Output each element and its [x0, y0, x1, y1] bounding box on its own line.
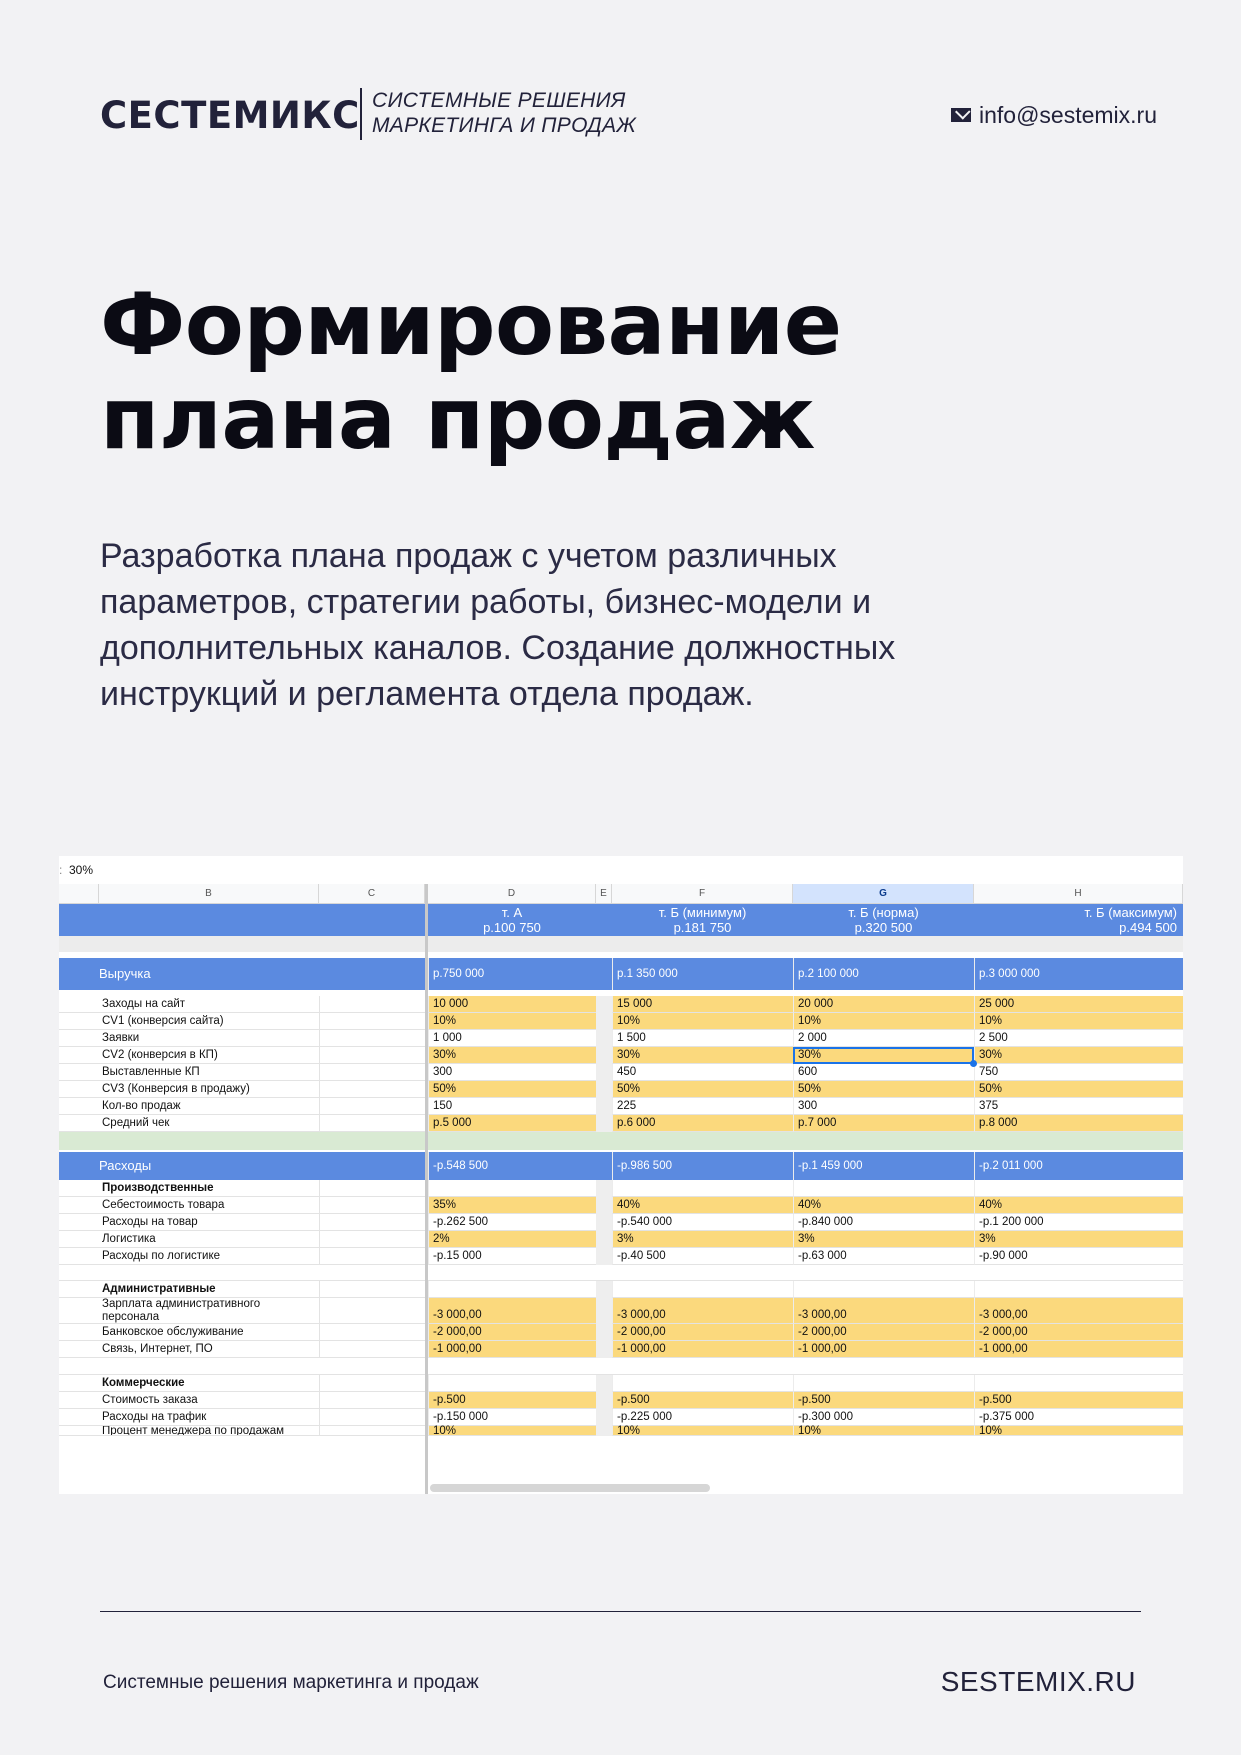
- row-value[interactable]: [612, 1180, 793, 1197]
- row-gap-e: [596, 1081, 612, 1098]
- row-label: CV3 (Конверсия в продажу): [99, 1081, 319, 1098]
- col-header-e[interactable]: E: [596, 884, 612, 904]
- row-gutter: [59, 1214, 99, 1231]
- row-c-cell: [319, 1298, 425, 1324]
- row-gap-e: [596, 1152, 612, 1180]
- row-value[interactable]: р.2 100 000: [793, 958, 974, 990]
- green-separator: [59, 1132, 1183, 1150]
- row-value[interactable]: 2%: [428, 1231, 596, 1248]
- row-gutter: [59, 1281, 99, 1298]
- row-value[interactable]: 375: [974, 1098, 1183, 1115]
- row-c-cell: [319, 1426, 425, 1436]
- row-value[interactable]: 25 000: [974, 996, 1183, 1013]
- row-value[interactable]: -3 000,00: [612, 1298, 793, 1324]
- row-label: Коммерческие: [99, 1375, 319, 1392]
- row-label: CV1 (конверсия сайта): [99, 1013, 319, 1030]
- row-value[interactable]: 40%: [793, 1197, 974, 1214]
- row-value[interactable]: 10%: [974, 1426, 1183, 1436]
- frozen-divider: [425, 884, 428, 1494]
- row-label: Расходы на товар: [99, 1214, 319, 1231]
- envelope-icon: [951, 108, 971, 122]
- scenario-sum: р.100 750: [483, 920, 541, 935]
- row-value[interactable]: -р.1 200 000: [974, 1214, 1183, 1231]
- row-label: Расходы по логистике: [99, 1248, 319, 1265]
- row-value[interactable]: -2 000,00: [612, 1324, 793, 1341]
- formula-marker: :: [59, 863, 63, 877]
- row-value[interactable]: 30%: [612, 1047, 793, 1064]
- horizontal-scrollbar[interactable]: [430, 1484, 710, 1492]
- row-label: Заходы на сайт: [99, 996, 319, 1013]
- col-header-b[interactable]: B: [99, 884, 319, 904]
- row-value[interactable]: [428, 1375, 596, 1392]
- row-value[interactable]: 2 500: [974, 1030, 1183, 1047]
- formula-value: 30%: [69, 863, 94, 877]
- col-header-g[interactable]: G: [793, 884, 974, 904]
- row-gap-e: [596, 1298, 612, 1324]
- spreadsheet-screenshot: [59, 856, 1183, 1494]
- row-value[interactable]: 10%: [612, 1013, 793, 1030]
- tagline-line1: СИСТЕМНЫЕ РЕШЕНИЯ: [372, 89, 626, 112]
- row-value[interactable]: -3 000,00: [428, 1298, 596, 1324]
- row-value[interactable]: [793, 1281, 974, 1298]
- footer-tagline: Системные решения маркетинга и продаж: [103, 1672, 479, 1693]
- row-label: Административные: [99, 1281, 319, 1298]
- row-gap-e: [596, 1214, 612, 1231]
- row-gap-e: [596, 1115, 612, 1132]
- row-value[interactable]: -1 000,00: [428, 1341, 596, 1358]
- contact-email[interactable]: [951, 102, 1157, 129]
- row-c-cell: [319, 1392, 425, 1409]
- row-c-cell: [319, 1180, 425, 1197]
- row-label: Зарплата административного персонала: [99, 1298, 319, 1324]
- brand-tagline: [372, 88, 636, 138]
- scenario-sum: р.494 500: [1119, 920, 1177, 935]
- row-label: Стоимость заказа: [99, 1392, 319, 1409]
- row-gap-e: [596, 1392, 612, 1409]
- row-gap-e: [596, 1341, 612, 1358]
- row-value[interactable]: р.8 000: [974, 1115, 1183, 1132]
- row-value[interactable]: 30%: [793, 1047, 974, 1064]
- row-value[interactable]: 150: [428, 1098, 596, 1115]
- row-label: Выставленные КП: [99, 1064, 319, 1081]
- row-value[interactable]: -р.40 500: [612, 1248, 793, 1265]
- row-value[interactable]: р.3 000 000: [974, 958, 1183, 990]
- brand-divider: [360, 88, 362, 140]
- row-c-cell: [319, 1324, 425, 1341]
- row-gap-e: [596, 1064, 612, 1081]
- row-label: Расходы на трафик: [99, 1409, 319, 1426]
- row-value[interactable]: -р.500: [612, 1392, 793, 1409]
- row-label: Логистика: [99, 1231, 319, 1248]
- scenario-name: т. Б (максимум): [1084, 905, 1177, 920]
- row-c-cell: [319, 1030, 425, 1047]
- row-value[interactable]: 10%: [428, 1013, 596, 1030]
- formula-bar: [59, 856, 1183, 884]
- row-value[interactable]: 10%: [612, 1426, 793, 1436]
- row-value[interactable]: 750: [974, 1064, 1183, 1081]
- footer-site[interactable]: SESTEMIX.RU: [940, 1666, 1136, 1697]
- row-gutter: [59, 996, 99, 1013]
- row-c-cell: [319, 1248, 425, 1265]
- row-value[interactable]: -р.840 000: [793, 1214, 974, 1231]
- row-value[interactable]: 450: [612, 1064, 793, 1081]
- row-value[interactable]: [428, 1180, 596, 1197]
- row-value[interactable]: -р.63 000: [793, 1248, 974, 1265]
- row-c-cell: [319, 1231, 425, 1248]
- row-value[interactable]: -2 000,00: [428, 1324, 596, 1341]
- row-gap-e: [596, 1180, 612, 1197]
- row-value[interactable]: -р.548 500: [428, 1152, 596, 1180]
- scenario-gap-e: [596, 904, 612, 936]
- row-gutter: [59, 1030, 99, 1047]
- brand-logo: СЕСТЕМИКС: [100, 94, 360, 137]
- row-value[interactable]: [612, 1281, 793, 1298]
- header-spacer: [59, 936, 1183, 952]
- selection-handle[interactable]: [970, 1060, 977, 1067]
- row-value[interactable]: -р.1 459 000: [793, 1152, 974, 1180]
- row-value[interactable]: 10 000: [428, 996, 596, 1013]
- row-value[interactable]: -р.300 000: [793, 1409, 974, 1426]
- row-gutter: [59, 1197, 99, 1214]
- row-value[interactable]: 300: [793, 1098, 974, 1115]
- page-header: [100, 84, 1157, 144]
- page-title: [100, 275, 1140, 469]
- row-label: Средний чек: [99, 1115, 319, 1132]
- col-header-corner: [59, 884, 99, 904]
- row-gutter: [59, 1231, 99, 1248]
- scenario-sum: р.320 500: [854, 920, 913, 935]
- scenario-name: т. Б (минимум): [658, 905, 747, 920]
- row-gutter: [59, 1392, 99, 1409]
- row-value[interactable]: 225: [612, 1098, 793, 1115]
- row-value[interactable]: 35%: [428, 1197, 596, 1214]
- row-value[interactable]: 20 000: [793, 996, 974, 1013]
- row-value[interactable]: -р.225 000: [612, 1409, 793, 1426]
- row-label: Выручка: [59, 958, 425, 990]
- row-value[interactable]: 600: [793, 1064, 974, 1081]
- row-c-cell: [319, 1064, 425, 1081]
- row-c-cell: [319, 1341, 425, 1358]
- row-c-cell: [319, 996, 425, 1013]
- row-value[interactable]: р.6 000: [612, 1115, 793, 1132]
- row-label: Банковское обслуживание: [99, 1324, 319, 1341]
- row-value[interactable]: 10%: [974, 1013, 1183, 1030]
- row-value[interactable]: -1 000,00: [793, 1341, 974, 1358]
- footer-divider: [100, 1611, 1141, 1612]
- row-c-cell: [319, 1375, 425, 1392]
- row-value[interactable]: 50%: [793, 1081, 974, 1098]
- title-line1: Формирование: [100, 275, 842, 375]
- row-gap-e: [596, 1047, 612, 1064]
- row-value[interactable]: [974, 1180, 1183, 1197]
- row-c-cell: [319, 1047, 425, 1064]
- row-value[interactable]: 50%: [428, 1081, 596, 1098]
- row-gutter: [59, 1081, 99, 1098]
- scenario-name: т. Б (норма): [848, 905, 919, 920]
- row-gap-e: [596, 1013, 612, 1030]
- row-value[interactable]: -3 000,00: [793, 1298, 974, 1324]
- row-value[interactable]: р.7 000: [793, 1115, 974, 1132]
- row-gutter: [59, 1047, 99, 1064]
- row-gutter: [59, 1409, 99, 1426]
- row-c-cell: [319, 1098, 425, 1115]
- blank-row: [59, 1358, 1183, 1375]
- row-value[interactable]: -р.262 500: [428, 1214, 596, 1231]
- row-value[interactable]: 1 000: [428, 1030, 596, 1047]
- row-value[interactable]: 40%: [974, 1197, 1183, 1214]
- page-description: Разработка плана продаж с учетом различных параметров, стратегии работы, бизнес-модели и дополнительных каналов. Создание должностных инструкций и регламента отдела продаж.: [100, 537, 896, 713]
- row-gap-e: [596, 1231, 612, 1248]
- row-gutter: [59, 1341, 99, 1358]
- col-header-c[interactable]: C: [319, 884, 425, 904]
- row-gutter: [59, 1115, 99, 1132]
- row-value[interactable]: 3%: [974, 1231, 1183, 1248]
- row-gap-e: [596, 1197, 612, 1214]
- row-value[interactable]: 10%: [428, 1426, 596, 1436]
- row-value[interactable]: р.5 000: [428, 1115, 596, 1132]
- row-label: Связь, Интернет, ПО: [99, 1341, 319, 1358]
- row-value[interactable]: -р.500: [793, 1392, 974, 1409]
- row-gutter: [59, 1098, 99, 1115]
- row-value[interactable]: [974, 1375, 1183, 1392]
- row-gutter: [59, 1064, 99, 1081]
- row-value[interactable]: -1 000,00: [974, 1341, 1183, 1358]
- row-gutter: [59, 1375, 99, 1392]
- row-value[interactable]: -1 000,00: [612, 1341, 793, 1358]
- row-gap-e: [596, 1030, 612, 1047]
- row-gutter: [59, 1013, 99, 1030]
- row-label: Расходы: [59, 1152, 425, 1180]
- row-value[interactable]: р.750 000: [428, 958, 596, 990]
- row-gutter: [59, 1324, 99, 1341]
- row-c-cell: [319, 1214, 425, 1231]
- row-c-cell: [319, 1281, 425, 1298]
- scenario-name: т. А: [501, 905, 523, 920]
- row-value[interactable]: 1 500: [612, 1030, 793, 1047]
- row-value[interactable]: -р.90 000: [974, 1248, 1183, 1265]
- row-gap-e: [596, 1426, 612, 1436]
- blank-row: [59, 1265, 1183, 1281]
- title-line2: плана продаж: [100, 369, 815, 469]
- row-value[interactable]: -р.540 000: [612, 1214, 793, 1231]
- row-value[interactable]: 30%: [428, 1047, 596, 1064]
- row-value[interactable]: -р.500: [428, 1392, 596, 1409]
- row-value[interactable]: [974, 1281, 1183, 1298]
- row-gap-e: [596, 1324, 612, 1341]
- row-value[interactable]: -2 000,00: [793, 1324, 974, 1341]
- tagline-line2: МАРКЕТИНГА И ПРОДАЖ: [372, 114, 636, 137]
- row-value[interactable]: -3 000,00: [974, 1298, 1183, 1324]
- row-gutter: [59, 1426, 99, 1436]
- row-label: Кол-во продаж: [99, 1098, 319, 1115]
- row-gap-e: [596, 1375, 612, 1392]
- row-value[interactable]: -р.2 011 000: [974, 1152, 1183, 1180]
- row-gap-e: [596, 1098, 612, 1115]
- row-value[interactable]: -р.986 500: [612, 1152, 793, 1180]
- row-gap-e: [596, 958, 612, 990]
- row-value[interactable]: [793, 1180, 974, 1197]
- row-gutter: [59, 1248, 99, 1265]
- row-value[interactable]: 40%: [612, 1197, 793, 1214]
- row-value[interactable]: 50%: [612, 1081, 793, 1098]
- row-label: Производственные: [99, 1180, 319, 1197]
- row-value[interactable]: 3%: [612, 1231, 793, 1248]
- col-header-h[interactable]: H: [974, 884, 1183, 904]
- scenario-sum: р.181 750: [673, 920, 732, 935]
- col-header-f[interactable]: F: [612, 884, 793, 904]
- row-c-cell: [319, 1115, 425, 1132]
- row-gutter: [59, 1298, 99, 1324]
- row-label: CV2 (конверсия в КП): [99, 1047, 319, 1064]
- row-gap-e: [596, 1281, 612, 1298]
- row-value[interactable]: -р.375 000: [974, 1409, 1183, 1426]
- row-value[interactable]: -р.15 000: [428, 1248, 596, 1265]
- row-value[interactable]: 50%: [974, 1081, 1183, 1098]
- row-gap-e: [596, 1248, 612, 1265]
- row-gap-e: [596, 1409, 612, 1426]
- row-value[interactable]: 2 000: [793, 1030, 974, 1047]
- row-c-cell: [319, 1197, 425, 1214]
- row-value[interactable]: 15 000: [612, 996, 793, 1013]
- row-value[interactable]: -р.500: [974, 1392, 1183, 1409]
- row-value[interactable]: 30%: [974, 1047, 1183, 1064]
- row-c-cell: [319, 1013, 425, 1030]
- col-header-d[interactable]: D: [428, 884, 596, 904]
- row-c-cell: [319, 1081, 425, 1098]
- row-value[interactable]: 3%: [793, 1231, 974, 1248]
- row-value[interactable]: [793, 1375, 974, 1392]
- row-label: Заявки: [99, 1030, 319, 1047]
- row-value[interactable]: [428, 1281, 596, 1298]
- row-gutter: [59, 1180, 99, 1197]
- row-value[interactable]: -2 000,00: [974, 1324, 1183, 1341]
- row-c-cell: [319, 1409, 425, 1426]
- row-gap-e: [596, 996, 612, 1013]
- email-text: info@sestemix.ru: [978, 102, 1157, 128]
- row-label: Процент менеджера по продажам: [99, 1426, 319, 1436]
- row-label: Себестоимость товара: [99, 1197, 319, 1214]
- row-value[interactable]: 10%: [793, 1013, 974, 1030]
- row-value[interactable]: [612, 1375, 793, 1392]
- row-value[interactable]: 300: [428, 1064, 596, 1081]
- row-value[interactable]: -р.150 000: [428, 1409, 596, 1426]
- row-value[interactable]: р.1 350 000: [612, 958, 793, 990]
- row-value[interactable]: 10%: [793, 1426, 974, 1436]
